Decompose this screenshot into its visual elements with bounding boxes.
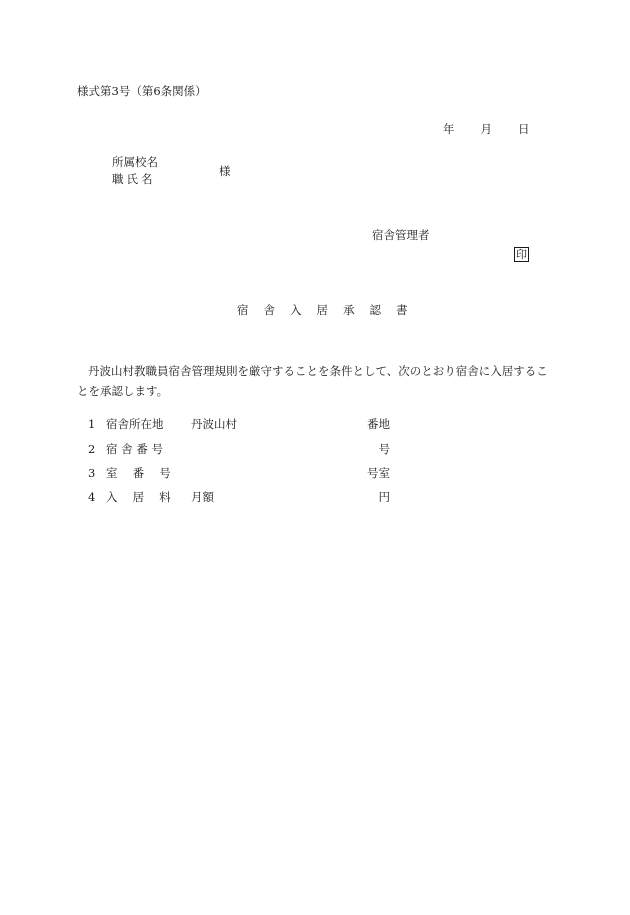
item-value: 月額 bbox=[191, 490, 214, 504]
item-number: 3 bbox=[88, 466, 96, 480]
item-unit: 号室 bbox=[367, 466, 390, 480]
body-text: 丹波山村教職員宿舎管理規則を厳守することを条件として、次のとおり宿舎に入居することを承認します。 bbox=[77, 364, 548, 398]
item-row bbox=[0, 419, 630, 433]
item-label: 宿舎所在地 bbox=[106, 417, 164, 431]
item-unit: 号 bbox=[378, 442, 390, 456]
date-year-label: 年 bbox=[443, 122, 455, 136]
date-day-label: 日 bbox=[518, 122, 530, 136]
item-unit: 番地 bbox=[367, 417, 390, 431]
item-row bbox=[0, 492, 630, 506]
school-name-label: 所属校名 bbox=[112, 155, 158, 169]
seal-mark: 印 bbox=[516, 248, 527, 261]
document-title-char: 居 bbox=[316, 303, 328, 317]
document-title-char: 書 bbox=[396, 303, 408, 317]
date-line bbox=[443, 124, 530, 136]
document-title-char: 入 bbox=[290, 303, 302, 317]
manager-label: 宿舎管理者 bbox=[372, 228, 430, 242]
date-month-label: 月 bbox=[480, 122, 492, 136]
item-row bbox=[0, 468, 630, 482]
item-unit: 円 bbox=[378, 490, 390, 504]
document-title bbox=[237, 305, 423, 317]
document-title-char: 舎 bbox=[263, 303, 275, 317]
item-value: 丹波山村 bbox=[191, 417, 237, 431]
item-number: 4 bbox=[88, 490, 96, 504]
document-title-char: 承 bbox=[343, 303, 355, 317]
item-label: 室 番 号 bbox=[106, 466, 171, 480]
document-title-char: 宿 bbox=[237, 303, 249, 317]
item-row bbox=[0, 444, 630, 458]
document-title-char: 認 bbox=[369, 303, 381, 317]
item-label: 入 居 料 bbox=[106, 490, 171, 504]
form-number: 様式第3号（第6条関係） bbox=[77, 84, 207, 98]
item-number: 1 bbox=[88, 417, 96, 431]
item-number: 2 bbox=[88, 442, 96, 456]
position-name-label: 職氏名 bbox=[112, 172, 156, 186]
honorific: 様 bbox=[219, 164, 231, 178]
item-label: 宿 舎 番 号 bbox=[106, 442, 163, 456]
